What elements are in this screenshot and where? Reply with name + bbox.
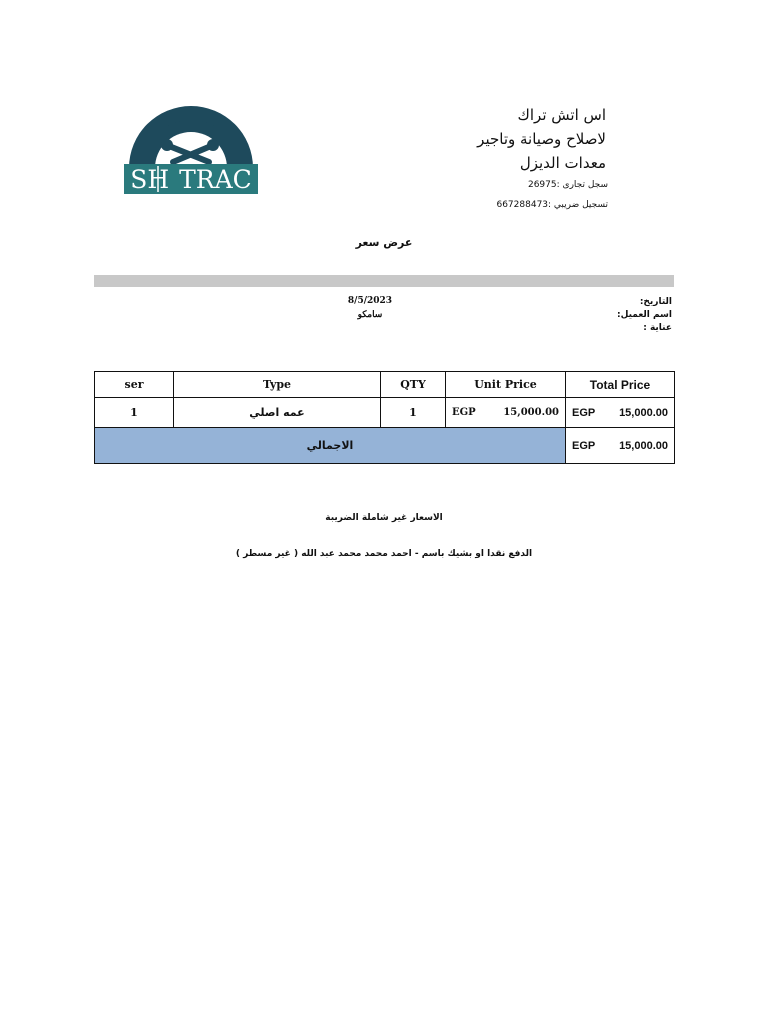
grand-total-label: الاجمالي bbox=[95, 428, 566, 464]
items-table bbox=[94, 371, 675, 464]
header-qty: QTY bbox=[381, 372, 446, 398]
date-label: التاريخ: bbox=[639, 297, 672, 307]
commercial-register: سجل تجارى :26975 bbox=[527, 180, 608, 190]
grand-total-currency: EGP bbox=[572, 439, 596, 452]
total-currency: EGP bbox=[572, 406, 596, 419]
table-total-row bbox=[95, 428, 675, 464]
company-name-line2: لاصلاح وصيانة وتاجير bbox=[477, 130, 606, 148]
date-value: 8/5/2023 bbox=[347, 296, 393, 306]
payment-note: الدفع نقدا او بشيك باسم - احمد محمد محمد عبد الله ( غير مسطر ) bbox=[235, 549, 533, 559]
logo-text bbox=[124, 164, 258, 194]
header-type: Type bbox=[174, 372, 381, 398]
cell-total-price bbox=[566, 398, 675, 428]
cell-qty: 1 bbox=[381, 398, 446, 428]
logo-text-trac: TRAC bbox=[179, 164, 252, 194]
document-title: عرض سعر bbox=[355, 236, 413, 249]
cell-type: عمه اصلي bbox=[174, 398, 381, 428]
table-row bbox=[95, 398, 675, 428]
cell-unit-price bbox=[446, 398, 566, 428]
gear-icon bbox=[129, 106, 253, 168]
unit-currency: EGP bbox=[452, 407, 476, 418]
company-name-line1: اس اتش تراك bbox=[517, 106, 606, 124]
client-label: اسم العميل: bbox=[616, 310, 672, 320]
grand-total-cell bbox=[566, 428, 675, 464]
header-unit-price: Unit Price bbox=[446, 372, 566, 398]
grand-total-amount: 15,000.00 bbox=[619, 439, 668, 452]
tax-note: الاسعار غير شاملة الضريبة bbox=[325, 513, 443, 523]
cell-ser: 1 bbox=[95, 398, 174, 428]
header-total-price: Total Price bbox=[566, 372, 675, 398]
divider-bar bbox=[94, 275, 674, 287]
company-name-line3: معدات الديزل bbox=[519, 154, 606, 172]
header-ser: ser bbox=[95, 372, 174, 398]
logo-text-sh: SH bbox=[130, 164, 170, 194]
unit-amount: 15,000.00 bbox=[503, 407, 559, 418]
client-value: سامكو bbox=[357, 310, 383, 320]
table-header-row bbox=[95, 372, 675, 398]
attention-label: عناية : bbox=[643, 323, 672, 333]
total-amount: 15,000.00 bbox=[619, 406, 668, 419]
tax-register: تسجيل ضريبي :667288473 bbox=[496, 200, 608, 210]
